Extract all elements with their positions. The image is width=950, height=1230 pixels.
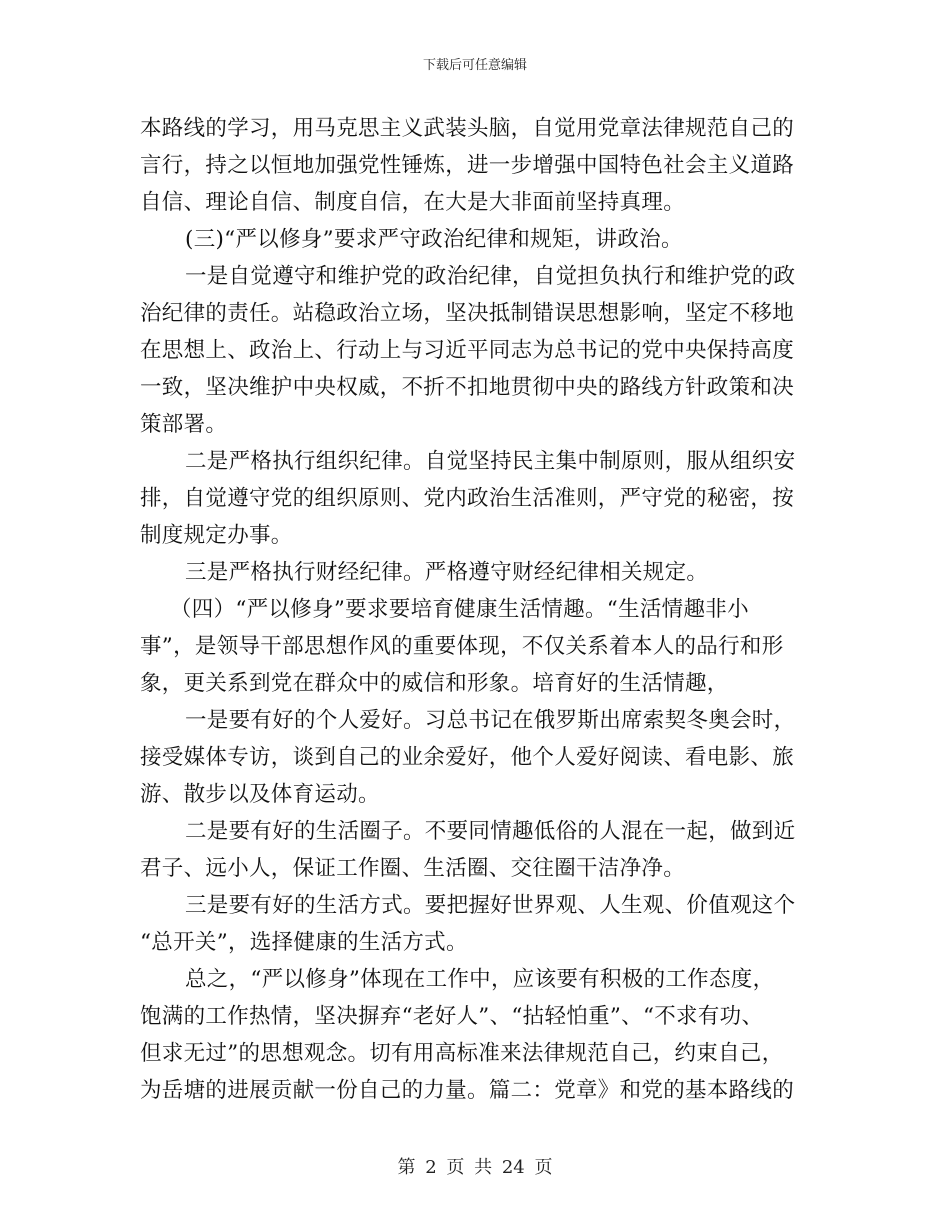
text-line: 制度规定办事。 bbox=[140, 523, 293, 548]
text-line: 饱满的工作热情，坚决摒弃“老好人”、“拈轻怕重”、“不求有功、 bbox=[140, 1004, 764, 1029]
text-line: 治纪律的责任。站稳政治立场，坚决抵制错误思想影响，坚定不移地 bbox=[140, 301, 795, 326]
text-line: 自信、理论自信、制度自信，在大是大非面前坚持真理。 bbox=[140, 190, 686, 215]
text-line: 三是严格执行财经纪律。严格遵守财经纪律相关规定。 bbox=[185, 560, 709, 585]
text-line: 接受媒体专访，谈到自己的业余爱好，他个人爱好阅读、看电影、旅 bbox=[140, 745, 795, 770]
text-line: 二是要有好的生活圈子。不要同情趣低俗的人混在一起，做到近 bbox=[185, 819, 796, 844]
text-line: 本路线的学习，用马克思主义武装头脑，自觉用党章法律规范自己的 bbox=[140, 116, 795, 141]
text-line: 言行，持之以恒地加强党性锤炼，进一步增强中国特色社会主义道路 bbox=[140, 153, 795, 178]
text-line: 在思想上、政治上、行动上与习近平同志为总书记的党中央保持高度 bbox=[140, 338, 795, 363]
text-line: 游、散步以及体育运动。 bbox=[140, 782, 380, 807]
document-body bbox=[140, 110, 810, 1109]
page-header: 下载后可任意编辑 bbox=[422, 58, 527, 73]
text-line: 总之，“严以修身”体现在工作中，应该要有积极的工作态度， bbox=[185, 967, 775, 992]
text-line: 二是严格执行组织纪律。自觉坚持民主集中制原则，服从组织安 bbox=[185, 449, 796, 474]
page-number-footer: 第 2 页 共 24 页 bbox=[397, 1157, 553, 1178]
text-line: 策部署。 bbox=[140, 412, 228, 437]
section-heading-3: (三)“严以修身”要求严守政治纪律和规矩，讲政治。 bbox=[185, 227, 683, 252]
text-line: “总开关”，选择健康的生活方式。 bbox=[140, 930, 468, 955]
section-heading-4: （四）“严以修身”要求要培育健康生活情趣。“生活情趣非小 bbox=[170, 597, 749, 622]
text-line: 三是要有好的生活方式。要把握好世界观、人生观、价值观这个 bbox=[185, 893, 796, 918]
text-line: 事”，是领导干部思想作风的重要体现，不仅关系着本人的品行和形 bbox=[140, 634, 784, 659]
text-line: 为岳塘的进展贡献一份自己的力量。篇二：党章》和党的基本路线的 bbox=[140, 1078, 795, 1103]
text-line: 但求无过”的思想观念。切有用高标准来法律规范自己，约束自己， bbox=[140, 1041, 784, 1066]
text-line: 一是要有好的个人爱好。习总书记在俄罗斯出席索契冬奥会时， bbox=[185, 708, 796, 733]
text-line: 一是自觉遵守和维护党的政治纪律，自觉担负执行和维护党的政 bbox=[185, 264, 796, 289]
text-line: 排，自觉遵守党的组织原则、党内政治生活准则，严守党的秘密，按 bbox=[140, 486, 795, 511]
text-line: 一致，坚决维护中央权威，不折不扣地贯彻中央的路线方针政策和决 bbox=[140, 375, 795, 400]
text-line: 君子、远小人，保证工作圈、生活圈、交往圈干洁净净。 bbox=[140, 856, 686, 881]
text-line: 象，更关系到党在群众中的威信和形象。培育好的生活情趣， bbox=[140, 671, 729, 696]
